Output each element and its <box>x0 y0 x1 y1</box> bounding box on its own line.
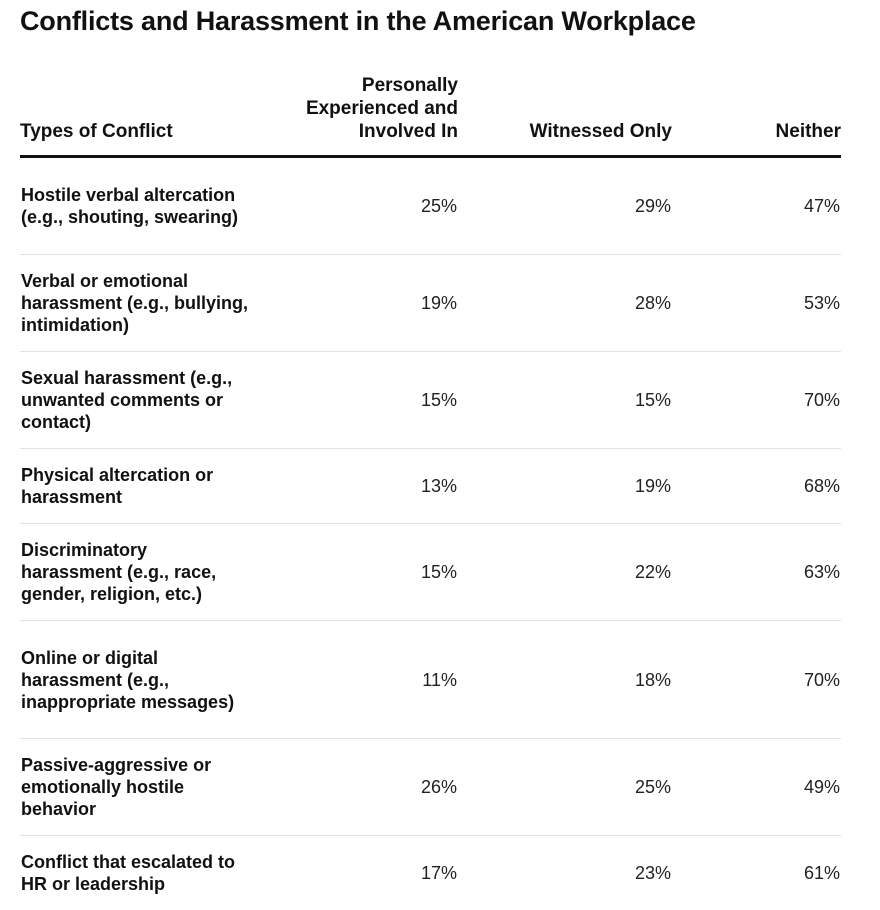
neither-value-cell: 70% <box>672 621 841 739</box>
conflict-type-cell: Physical altercation or harassment <box>20 449 262 524</box>
neither-value-cell: 70% <box>672 352 841 449</box>
table-row <box>20 739 841 836</box>
conflict-type-cell: Sexual harassment (e.g., unwanted comments or contact) <box>20 352 262 449</box>
witnessed-value-cell: 25% <box>458 739 672 836</box>
conflict-type-cell: Hostile verbal altercation (e.g., shouting, swearing) <box>20 157 262 255</box>
table-row <box>20 524 841 621</box>
neither-value-cell: 63% <box>672 524 841 621</box>
neither-value-cell: 49% <box>672 739 841 836</box>
personal-value-cell: 25% <box>262 157 458 255</box>
conflict-type-cell: Verbal or emotional harassment (e.g., bullying, intimidation) <box>20 255 262 352</box>
table-row <box>20 352 841 449</box>
table-body <box>20 157 841 910</box>
witnessed-value-cell: 28% <box>458 255 672 352</box>
neither-value-cell: 53% <box>672 255 841 352</box>
conflict-type-cell: Online or digital harassment (e.g., inappropriate messages) <box>20 621 262 739</box>
header-types-of-conflict: Types of Conflict <box>20 74 262 157</box>
table-row <box>20 449 841 524</box>
personal-value-cell: 15% <box>262 352 458 449</box>
neither-value-cell: 47% <box>672 157 841 255</box>
witnessed-value-cell: 19% <box>458 449 672 524</box>
personal-value-cell: 13% <box>262 449 458 524</box>
conflict-type-cell: Conflict that escalated to HR or leadership <box>20 836 262 910</box>
header-personally-experienced: Personally Experienced and Involved In <box>262 74 458 157</box>
personal-value-cell: 11% <box>262 621 458 739</box>
witnessed-value-cell: 22% <box>458 524 672 621</box>
neither-value-cell: 68% <box>672 449 841 524</box>
neither-value-cell: 61% <box>672 836 841 910</box>
witnessed-value-cell: 23% <box>458 836 672 910</box>
personal-value-cell: 19% <box>262 255 458 352</box>
table-row <box>20 836 841 910</box>
witnessed-value-cell: 18% <box>458 621 672 739</box>
chart-title: Conflicts and Harassment in the American Workplace <box>20 4 696 38</box>
personal-value-cell: 17% <box>262 836 458 910</box>
personal-value-cell: 15% <box>262 524 458 621</box>
conflict-type-cell: Discriminatory harassment (e.g., race, gender, religion, etc.) <box>20 524 262 621</box>
table-row <box>20 621 841 739</box>
personal-value-cell: 26% <box>262 739 458 836</box>
table-row <box>20 157 841 255</box>
header-row <box>20 74 841 157</box>
conflict-type-cell: Passive-aggressive or emotionally hostile behavior <box>20 739 262 836</box>
witnessed-value-cell: 29% <box>458 157 672 255</box>
table-row <box>20 255 841 352</box>
header-witnessed-only: Witnessed Only <box>458 74 672 157</box>
header-neither: Neither <box>672 74 841 157</box>
witnessed-value-cell: 15% <box>458 352 672 449</box>
table-header <box>20 74 841 157</box>
conflicts-table <box>20 74 841 910</box>
